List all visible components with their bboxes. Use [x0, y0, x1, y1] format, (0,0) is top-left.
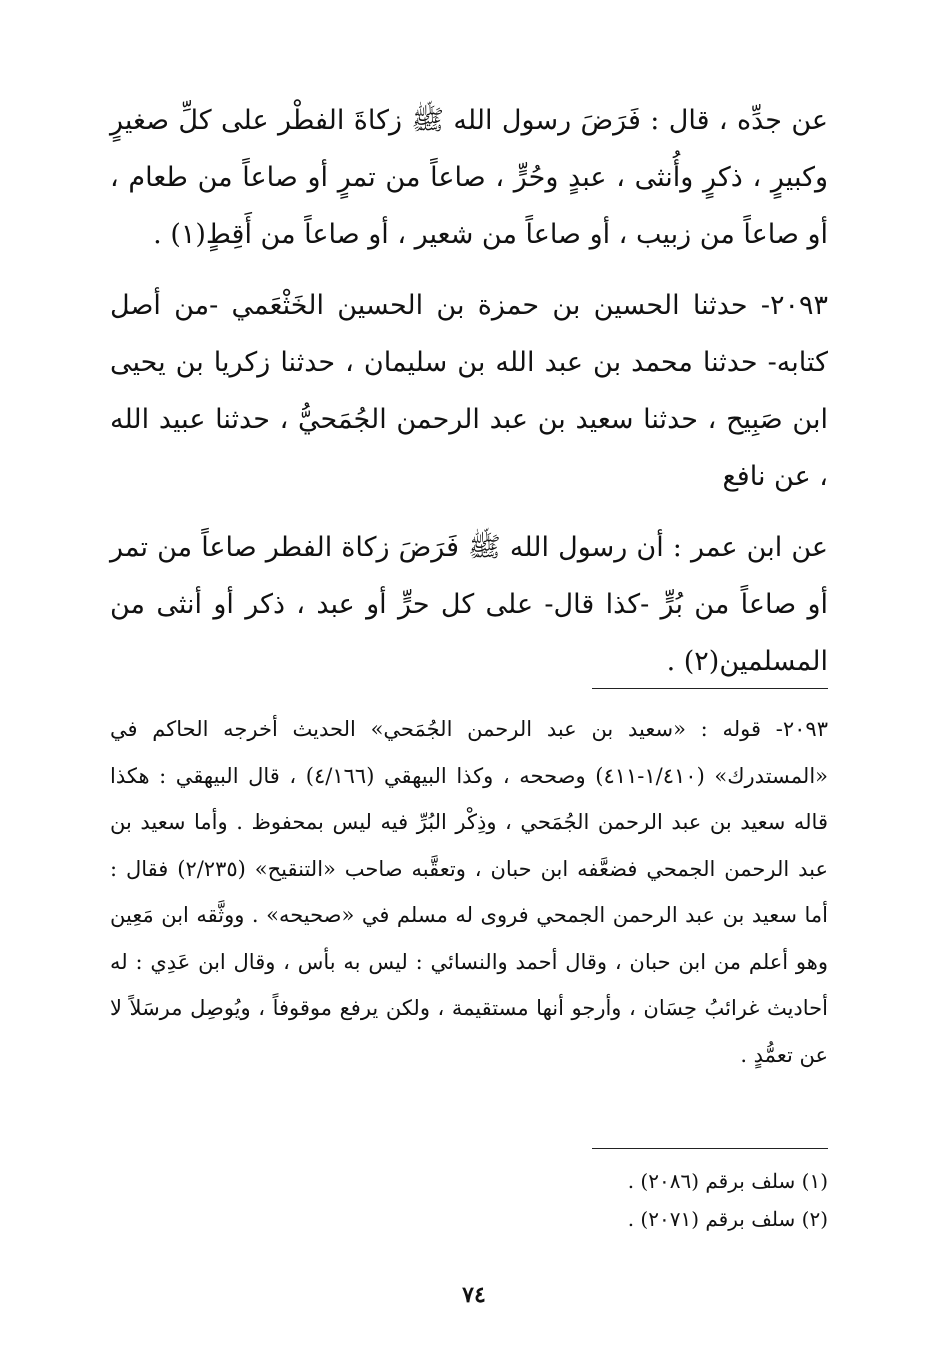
commentary-section	[110, 706, 828, 1078]
commentary-separator	[592, 688, 828, 689]
paragraph-hadith-2093-matn: عن ابن عمر : أن رسول الله ﷺ فَرَضَ زكاة الفطر صاعاً من تمر أو صاعاً من بُرٍّ -كذا قال- على كل حرٍّ أو عبد ، ذكر أو أنثى من المسلمين(٢) .	[110, 532, 828, 677]
footnote-1: (١) سلف برقم (٢٠٨٦) .	[627, 1169, 828, 1193]
footnote-2: (٢) سلف برقم (٢٠٧١) .	[627, 1207, 828, 1231]
paragraph-hadith-2093-isnad: ٢٠٩٣- حدثنا الحسين بن حمزة بن الحسين الخَثْعَمي -من أصل كتابه- حدثنا محمد بن عبد الله بن سليمان ، حدثنا زكريا بن يحيى ابن صَبِيح ، حدثنا سعيد بن عبد الرحمن الجُمَحيُّ ، حدثنا عبيد الله ، عن نافع	[110, 290, 828, 492]
main-text	[110, 92, 828, 704]
footnotes-section	[110, 1162, 828, 1238]
paragraph-hadith-2092-matn: عن جدِّه ، قال : فَرَضَ رسول الله ﷺ زكاةَ الفطْر على كلِّ صغيرٍ وكبيرٍ ، ذكرٍ وأُنثى ، عبدٍ وحُرٍّ ، صاعاً من تمرٍ أو صاعاً من طعام ، أو صاعاً من زبيب ، أو صاعاً من شعير ، أو صاعاً من أَقِطٍ(١) .	[110, 105, 828, 250]
commentary-text: ٢٠٩٣- قوله : «سعيد بن عبد الرحمن الجُمَحي» الحديث أخرجه الحاكم في «المستدرك» (١/٤١٠-٤١١) وصححه ، وكذا البيهقي (٤/١٦٦) ، قال البيهقي : هكذا قاله سعيد بن عبد الرحمن الجُمَحي ، وذِكْر البُرِّ فيه ليس بمحفوظ . وأما سعيد بن عبد الرحمن الجمحي فضعَّفه ابن حبان ، وتعقَّبه صاحب «التنقيح» (٢/٢٣٥) فقال : أما سعيد بن عبد الرحمن الجمحي فروى له مسلم في «صحيحه» . ووثَّقه ابن مَعِين وهو أعلم من ابن حبان ، وقال أحمد والنسائي : ليس به بأس ، وقال ابن عَدِي : له أحاديث غرائبُ حِسَان ، وأرجو أنها مستقيمة ، ولكن يرفع موقوفاً ، ويُوصِل مرسَلاً لا عن تعمُّدٍ .	[110, 717, 829, 1067]
footnotes-separator	[592, 1148, 828, 1149]
page-number: ٧٤	[462, 1282, 486, 1308]
